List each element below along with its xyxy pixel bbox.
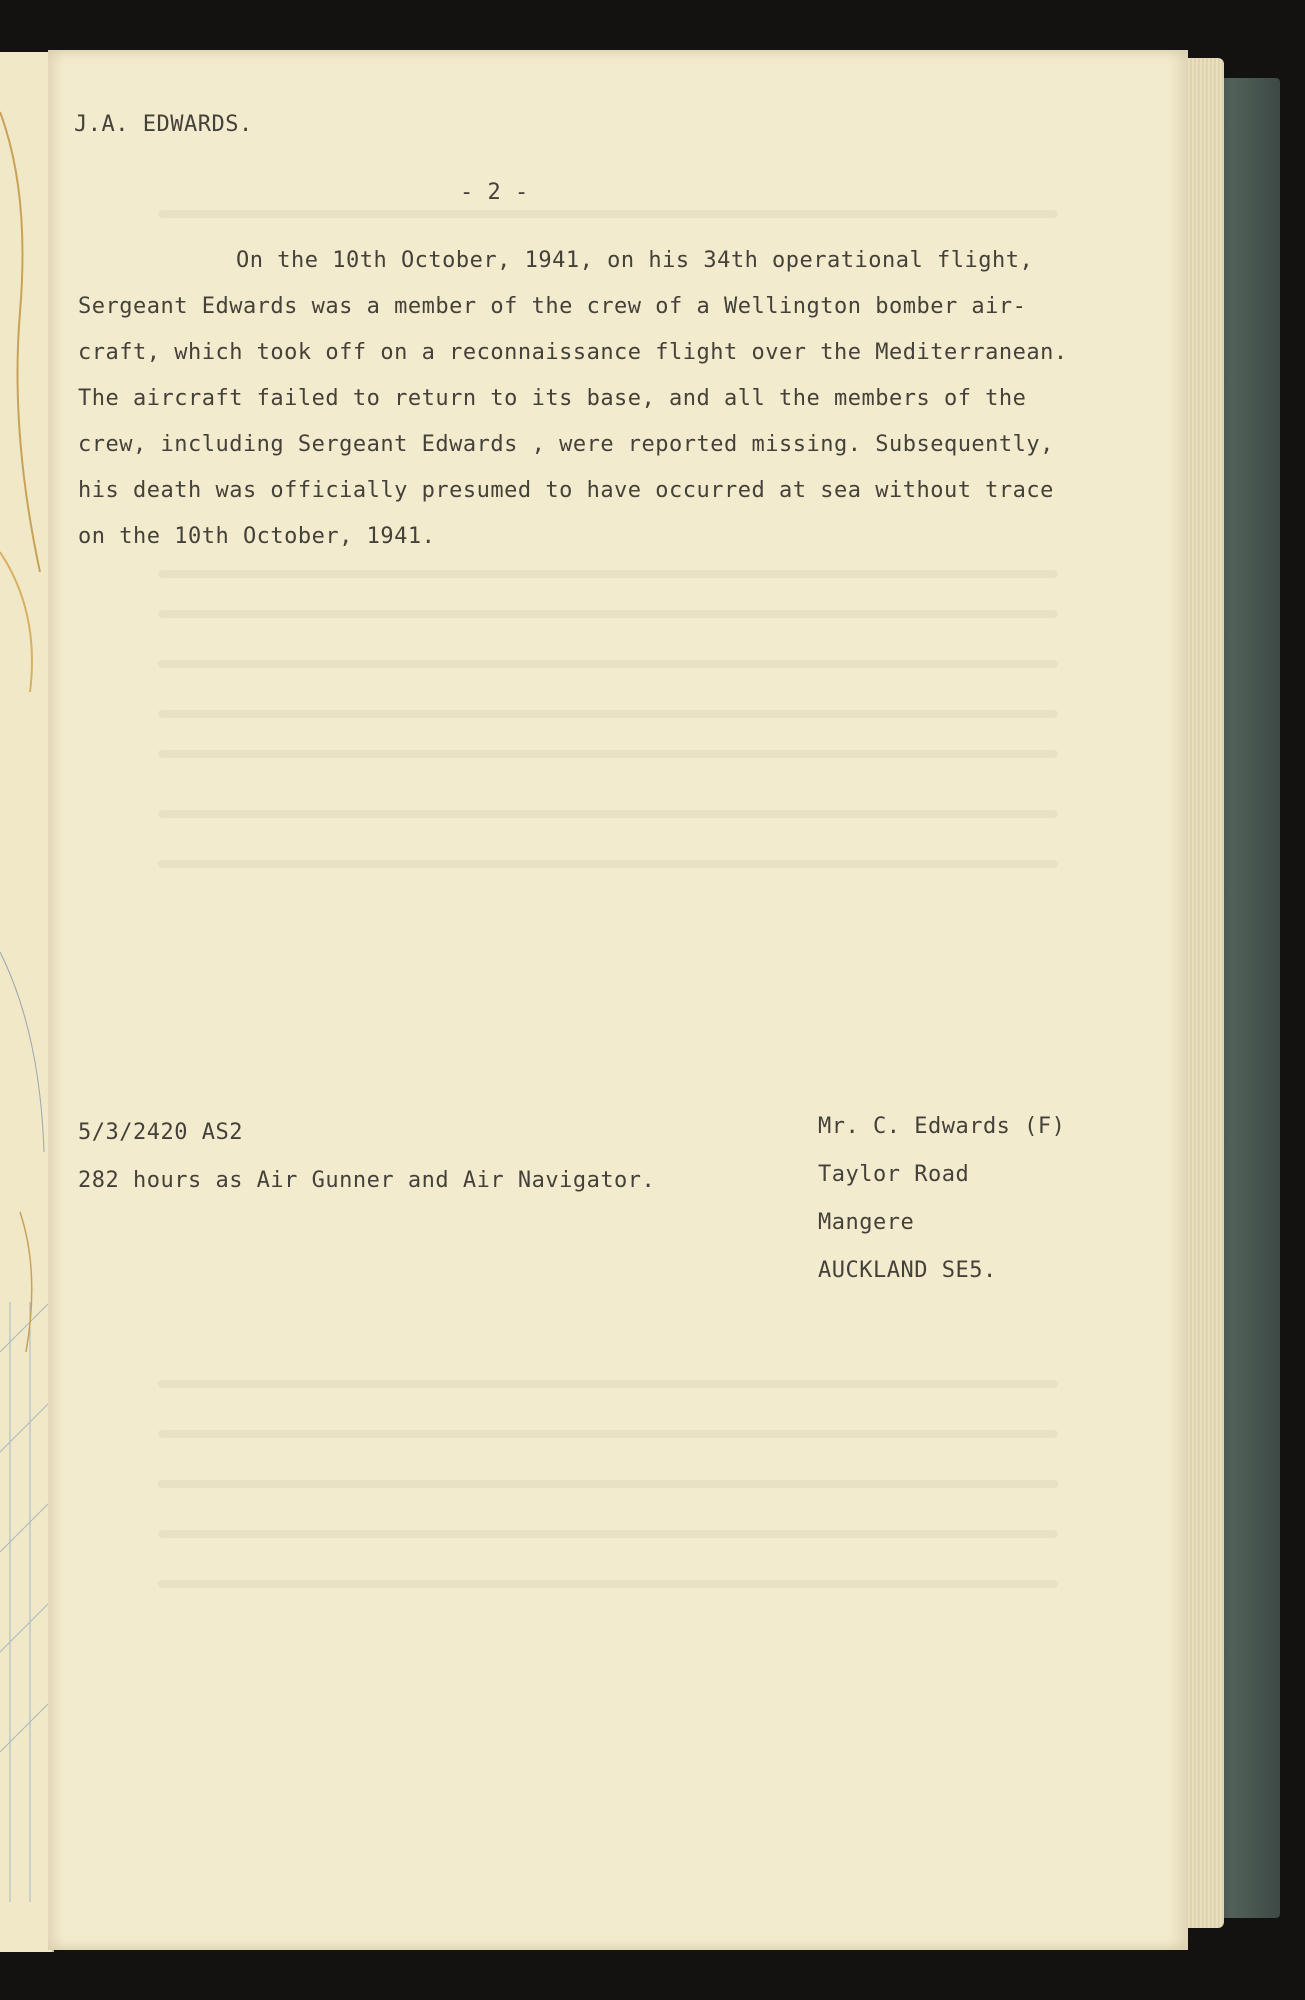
paragraph-line: Sergeant Edwards was a member of the crew of a Wellington bomber air- <box>78 294 1027 319</box>
next-of-kin-name: Mr. C. Edwards (F) <box>818 1114 1066 1139</box>
show-through-text <box>158 1380 1058 1388</box>
show-through-text <box>158 1430 1058 1438</box>
address-suburb: Mangere <box>818 1210 915 1235</box>
address-street: Taylor Road <box>818 1162 970 1187</box>
address-city: AUCKLAND SE5. <box>818 1258 997 1283</box>
paragraph-line: The aircraft failed to return to its base, and all the members of the <box>78 386 1027 411</box>
show-through-text <box>158 750 1058 758</box>
show-through-text <box>158 210 1058 218</box>
paragraph-line: his death was officially presumed to have occurred at sea without trace <box>78 478 1054 503</box>
paragraph-line: on the 10th October, 1941. <box>78 524 436 549</box>
show-through-text <box>158 1580 1058 1588</box>
show-through-text <box>158 660 1058 668</box>
show-through-text <box>158 810 1058 818</box>
file-reference: 5/3/2420 AS2 <box>78 1120 243 1145</box>
facing-map-page <box>0 52 54 1952</box>
show-through-text <box>158 1530 1058 1538</box>
show-through-text <box>158 610 1058 618</box>
show-through-text <box>158 710 1058 718</box>
show-through-text <box>158 860 1058 868</box>
hours-note: 282 hours as Air Gunner and Air Navigator. <box>78 1168 656 1193</box>
page-number: - 2 - <box>460 180 529 205</box>
paragraph-line: On the 10th October, 1941, on his 34th operational flight, <box>236 248 1034 273</box>
document-page <box>48 50 1188 1950</box>
map-lines-graphic <box>0 52 52 1952</box>
show-through-text <box>158 570 1058 578</box>
show-through-text <box>158 1480 1058 1488</box>
paragraph-line: craft, which took off on a reconnaissance flight over the Mediterranean. <box>78 340 1068 365</box>
paragraph-line: crew, including Sergeant Edwards , were reported missing. Subsequently, <box>78 432 1054 457</box>
header-name: J.A. EDWARDS. <box>74 112 253 137</box>
